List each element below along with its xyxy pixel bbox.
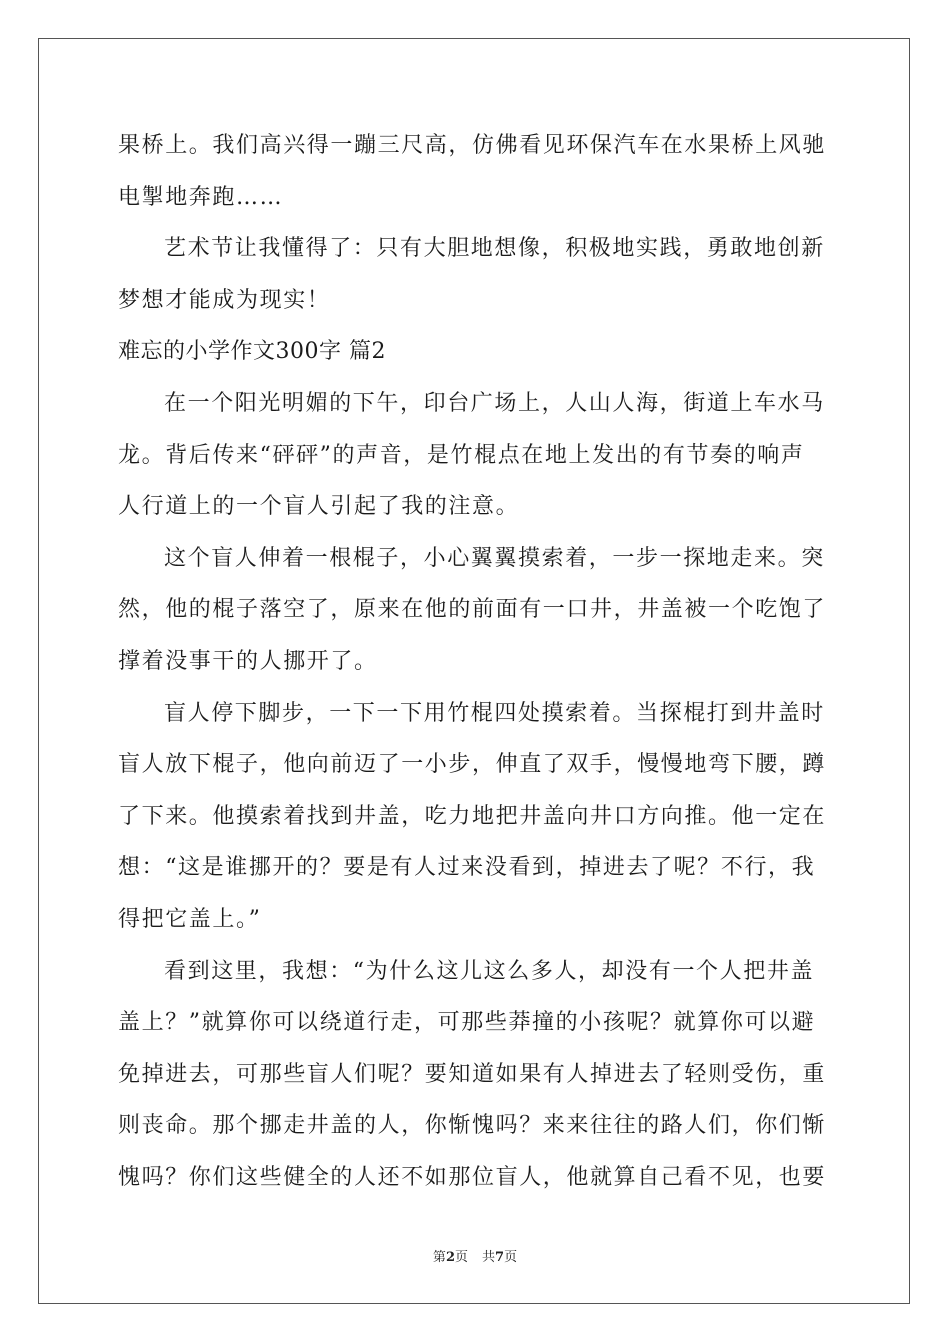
text-line: 然，他的棍子落空了，原来在他的前面有一口井，井盖被一个吃饱了 <box>118 597 827 623</box>
text-line: 撑着没事干的人挪开了。 <box>118 648 378 674</box>
text-line: 人行道上的一个盲人引起了我的注意。 <box>118 494 520 520</box>
text-line: 艺术节让我懂得了：只有大胆地想像，积极地实践，勇敢地创新 <box>164 236 825 262</box>
text-line: 则丧命。那个挪走井盖的人，你惭愧吗？来来往往的路人们，你们惭 <box>118 1113 827 1139</box>
text-line: 免掉进去，可那些盲人们呢？要知道如果有人掉进去了轻则受伤，重 <box>118 1061 827 1087</box>
text-line: 盲人停下脚步，一下一下用竹棍四处摸索着。当探棍打到井盖时 <box>164 700 825 726</box>
text-line: 电掣地奔跑…… <box>118 184 284 210</box>
page-number: 2 <box>445 1250 455 1265</box>
text-line: 果桥上。我们高兴得一蹦三尺高，仿佛看见环保汽车在水果桥上风驰 <box>118 133 827 158</box>
text-line: 盲人放下棍子，他向前迈了一小步，伸直了双手，慢慢地弯下腰，蹲 <box>118 752 827 778</box>
text-line: 盖上？”就算你可以绕道行走，可那些莽撞的小孩呢？就算你可以避 <box>118 1010 816 1036</box>
section-heading: 难忘的小学作文300字 篇2 <box>118 339 386 365</box>
text-line: 在一个阳光明媚的下午，印台广场上，人山人海，街道上车水马 <box>164 390 825 416</box>
text-line: 了下来。他摸索着找到井盖，吃力地把井盖向井口方向推。他一定在 <box>118 803 827 829</box>
total-suffix: 页 <box>504 1250 518 1265</box>
text-line: 愧吗？你们这些健全的人还不如那位盲人，他就算自己看不见，也要 <box>118 1164 827 1190</box>
text-line: 这个盲人伸着一根棍子，小心翼翼摸索着，一步一探地走来。突 <box>164 545 825 571</box>
page-footer <box>0 1246 950 1265</box>
text-line: 看到这里，我想：“为什么这儿这么多人，却没有一个人把井盖 <box>164 958 815 984</box>
total-prefix: 共 <box>482 1250 496 1265</box>
text-line: 龙。背后传来“砰砰”的声音，是竹棍点在地上发出的有节奏的响声 <box>118 442 805 468</box>
document-body <box>118 120 836 1203</box>
text-line: 得把它盖上。” <box>118 906 262 932</box>
page-suffix: 页 <box>454 1250 468 1265</box>
text-line: 想：“这是谁挪开的？要是有人过来没看到，掉进去了呢？不行，我 <box>118 855 816 881</box>
total-pages: 7 <box>495 1250 505 1265</box>
text-line: 梦想才能成为现实！ <box>118 287 331 313</box>
page-prefix: 第 <box>432 1250 446 1265</box>
